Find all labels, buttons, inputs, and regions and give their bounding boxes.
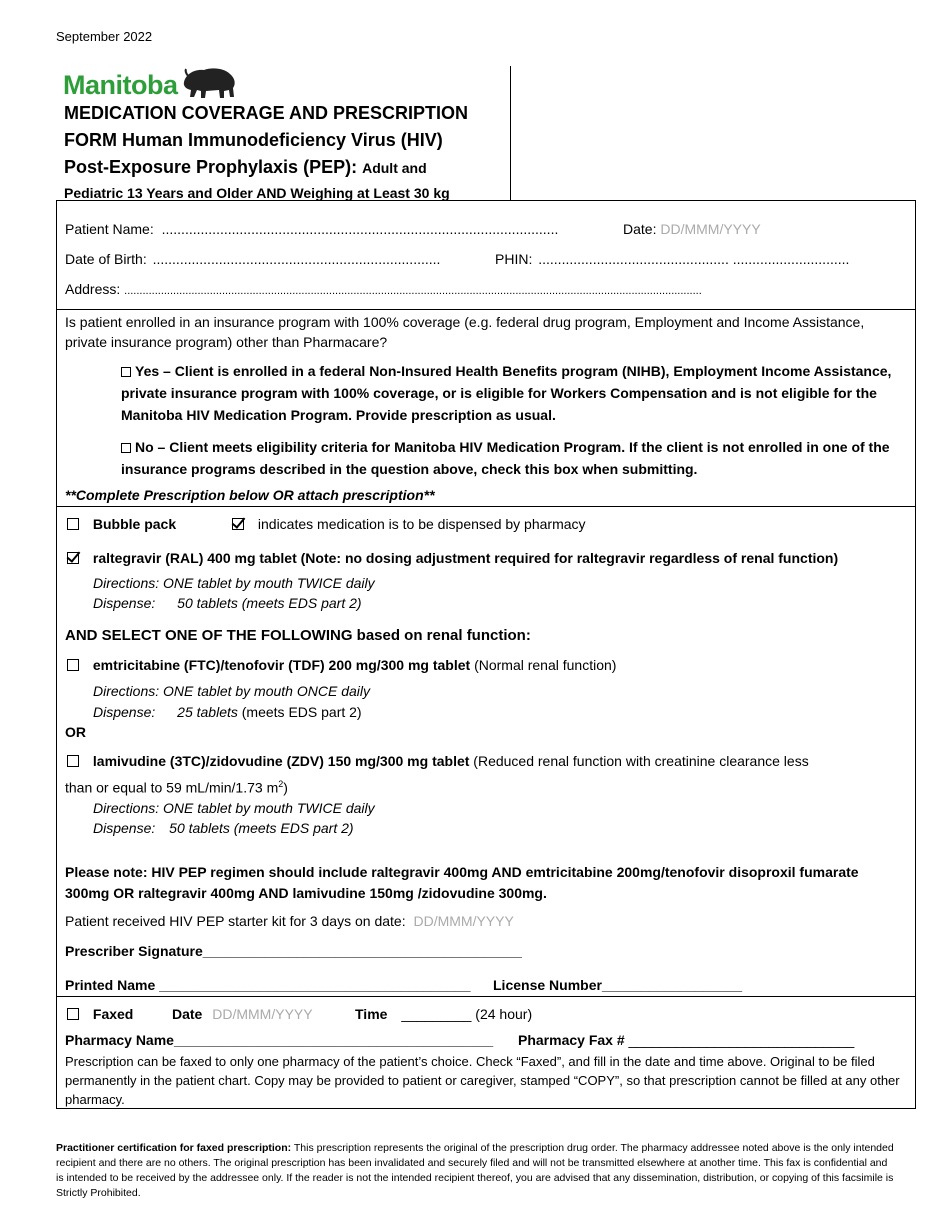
- pharmacy-name-label: Pharmacy Name: [65, 1032, 174, 1048]
- printed-name-label: Printed Name: [65, 977, 156, 993]
- faxed-label: Faxed: [92, 1006, 134, 1022]
- fax-date-field[interactable]: DD/MMM/YYYY: [212, 1006, 313, 1022]
- insurance-yes-option: [121, 360, 911, 426]
- patient-name-field[interactable]: ......................................................................................................: [161, 221, 559, 237]
- please-note: Please note: HIV PEP regimen should include raltegravir 400mg AND emtricitabine 200mg/tenofovir disoproxil fumarate 300mg OR raltegravir 400mg AND lamivudine 150mg /zidovudine 300mg.: [65, 864, 859, 901]
- pharmacy-name-field[interactable]: _________________________________________: [173, 1032, 494, 1048]
- 3tc-zdv-checkbox[interactable]: [67, 755, 79, 767]
- address-field[interactable]: .............................................................................................................................................................................................: [124, 285, 702, 297]
- faxed-checkbox[interactable]: [67, 1008, 79, 1020]
- pharmacy-fax-label: Pharmacy Fax #: [518, 1032, 625, 1048]
- printed-name-field[interactable]: ________________________________________: [159, 977, 471, 993]
- complete-prescription-note: **Complete Prescription below OR attach prescription**: [65, 487, 435, 503]
- form-title: [64, 100, 504, 204]
- fax-section: [56, 996, 916, 1109]
- 3tc-zdv-dispense-value: 50 tablets (meets EDS part 2): [169, 820, 354, 836]
- or-label: OR: [65, 724, 86, 740]
- date-field[interactable]: DD/MMM/YYYY: [660, 221, 761, 237]
- ftc-tdf-directions: Directions: ONE tablet by mouth ONCE daily: [93, 683, 370, 699]
- address-label: Address:: [65, 281, 121, 297]
- patient-name-label: Patient Name:: [65, 221, 154, 237]
- insurance-section: [56, 309, 916, 507]
- manitoba-logo: [63, 64, 238, 100]
- prescription-section: [56, 506, 916, 997]
- certification-heading: Practitioner certification for faxed prescription:: [56, 1142, 292, 1154]
- fax-time-label: Time: [355, 1006, 388, 1022]
- fax-time-unit: (24 hour): [475, 1006, 533, 1022]
- renal-selection-heading: AND SELECT ONE OF THE FOLLOWING based on renal function:: [65, 627, 531, 644]
- ftc-tdf-dispense-label: Dispense:: [93, 704, 156, 720]
- title-line-4: Pediatric 13 Years and Older AND Weighing at Least 30 kg: [64, 185, 450, 201]
- bubble-pack-label: Bubble pack: [92, 516, 177, 532]
- practitioner-certification: [56, 1141, 896, 1201]
- license-number-label: License Number: [493, 977, 602, 993]
- fax-note: Prescription can be faxed to only one pharmacy of the patient’s choice. Check “Faxed”, and fill in the date and time above. Original to be filed permanently in the patient chart. Copy may be provided to patient or caregiver, stamped “COPY”, so that prescription cannot be filled at any other pharmacy.: [65, 1054, 900, 1107]
- header-divider: [510, 66, 511, 201]
- bison-icon: [180, 64, 238, 100]
- 3tc-zdv-dispense-label: Dispense:: [93, 820, 156, 836]
- raltegravir-checkbox[interactable]: [67, 552, 79, 564]
- no-text: No – Client meets eligibility criteria for Manitoba HIV Medication Program. If the client is not enrolled in one of the insurance programs described in the question above, check this box when submitting.: [121, 439, 890, 477]
- title-line-3-small: Adult and: [362, 160, 427, 176]
- raltegravir-dispense-label: Dispense:: [93, 595, 156, 611]
- phin-field[interactable]: ................................................. ..............................: [538, 251, 850, 267]
- no-checkbox[interactable]: [121, 443, 131, 453]
- 3tc-zdv-superscript: 2: [278, 779, 284, 789]
- 3tc-zdv-label: lamivudine (3TC)/zidovudine (ZDV) 150 mg/300 mg tablet: [92, 753, 470, 769]
- patient-info-section: [56, 200, 916, 310]
- dob-label: Date of Birth:: [65, 251, 147, 267]
- pharmacy-fax-field[interactable]: _____________________________: [628, 1032, 855, 1048]
- starter-kit-label: Patient received HIV PEP starter kit for 3 days on date:: [65, 913, 406, 929]
- ftc-tdf-checkbox[interactable]: [67, 659, 79, 671]
- yes-text: Yes – Client is enrolled in a federal Non-Insured Health Benefits program (NIHB), Employment Income Assistance, private insurance program with 100% coverage, or is eligible for Workers Compensation and is not eligible for the Manitoba HIV Medication Program. Provide prescription as usual.: [121, 363, 892, 423]
- ftc-tdf-note: (Normal renal function): [474, 657, 617, 673]
- bubble-pack-checkbox[interactable]: [67, 518, 79, 530]
- starter-kit-date-field[interactable]: DD/MMM/YYYY: [413, 913, 514, 929]
- prescriber-signature-label: Prescriber Signature: [65, 943, 203, 959]
- certification-text: This prescription represents the original of the prescription drug order. The pharmacy addressee noted above is the only intended recipient and there are no others. The original prescription has been invalidated and securely filed and will not be transmitted elsewhere at another time. This fax is confidential and is intended to be received by the addressee only. If the reader is not the intended recipient thereof, you are advised that any dissemination, distribution, or copying of this facsimile is Strictly Prohibited.: [56, 1142, 894, 1199]
- ftc-tdf-dispense-note: (meets EDS part 2): [241, 704, 362, 720]
- title-line-1: MEDICATION COVERAGE AND PRESCRIPTION: [64, 103, 469, 123]
- yes-checkbox[interactable]: [121, 367, 131, 377]
- insurance-no-option: [121, 436, 911, 480]
- form-date: September 2022: [56, 29, 153, 44]
- title-line-2: FORM Human Immunodeficiency Virus (HIV): [64, 130, 443, 150]
- title-line-3: Post-Exposure Prophylaxis (PEP):: [64, 157, 358, 177]
- dispense-checkmark-icon: [232, 518, 244, 530]
- raltegravir-dispense-value: 50 tablets (meets EDS part 2): [177, 595, 362, 611]
- dob-field[interactable]: ..........................................................................: [152, 251, 441, 267]
- 3tc-zdv-note-continued: than or equal to 59 mL/min/1.73 m: [65, 779, 279, 796]
- ftc-tdf-label: emtricitabine (FTC)/tenofovir (TDF) 200 mg/300 mg tablet: [92, 657, 471, 673]
- phin-label: PHIN:: [495, 251, 533, 267]
- 3tc-zdv-directions: Directions: ONE tablet by mouth TWICE daily: [93, 800, 375, 816]
- raltegravir-label: raltegravir (RAL) 400 mg tablet (Note: no dosing adjustment required for raltegravir regardless of renal function): [92, 550, 839, 566]
- prescriber-signature-field[interactable]: _________________________________________: [202, 943, 522, 959]
- logo-text: Manitoba: [63, 70, 178, 100]
- date-label: Date:: [623, 221, 657, 237]
- insurance-question: Is patient enrolled in an insurance program with 100% coverage (e.g. federal drug program, Employment and Income Assistance, private insurance program) other than Pharmacare?: [65, 314, 865, 350]
- fax-time-field[interactable]: _________: [401, 1006, 472, 1022]
- dispense-note: indicates medication is to be dispensed by pharmacy: [257, 516, 586, 532]
- 3tc-zdv-note: (Reduced renal function with creatinine clearance less: [473, 753, 809, 769]
- license-number-field[interactable]: __________________: [601, 977, 743, 993]
- ftc-tdf-dispense-value: 25 tablets: [177, 704, 238, 720]
- raltegravir-directions: Directions: ONE tablet by mouth TWICE daily: [93, 575, 375, 591]
- 3tc-zdv-note-close: ): [283, 779, 288, 796]
- fax-date-label: Date: [172, 1006, 203, 1022]
